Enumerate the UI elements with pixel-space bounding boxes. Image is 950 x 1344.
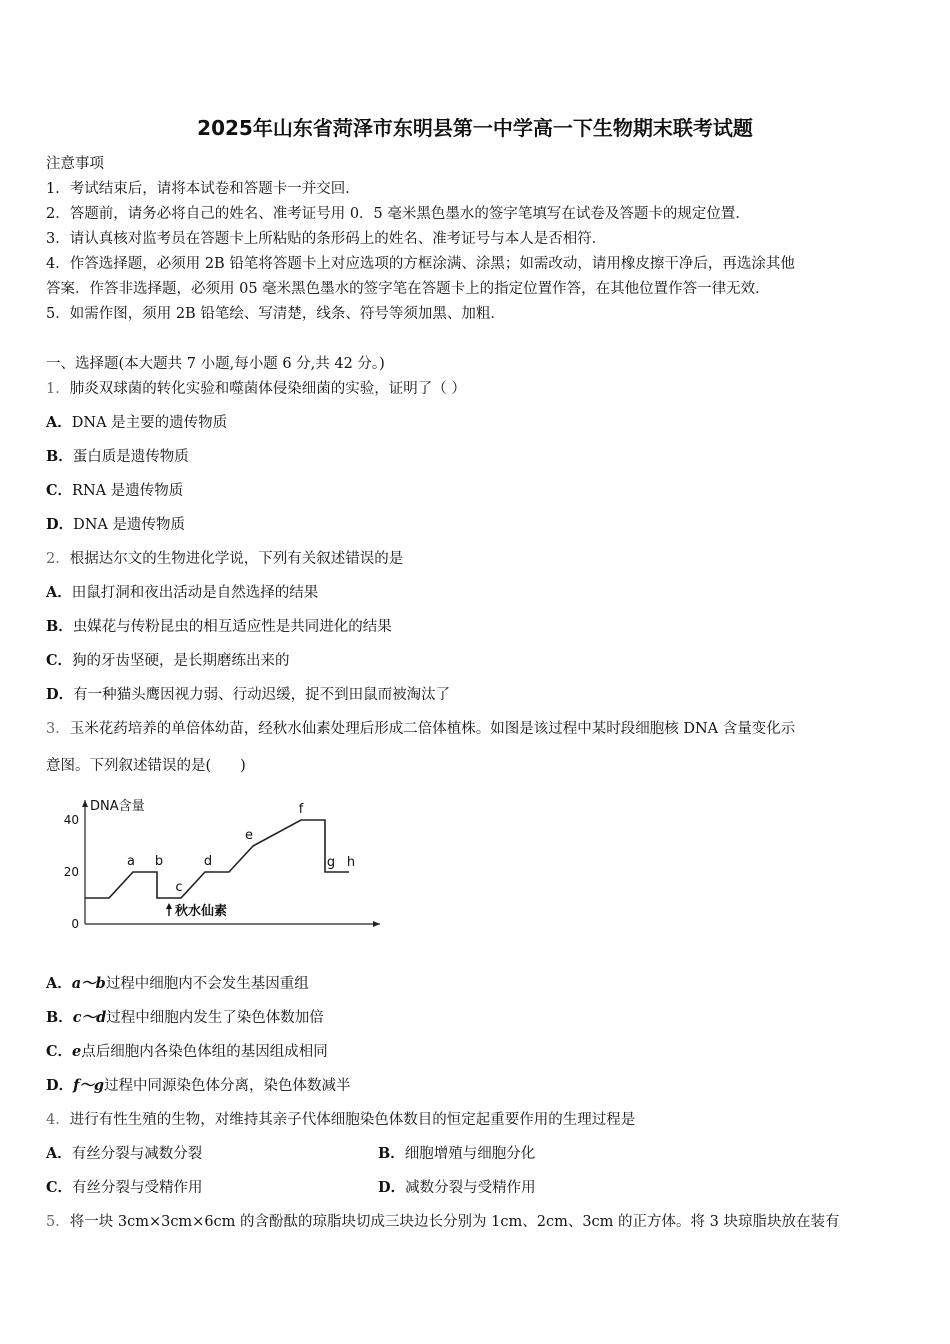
annotation-arrowhead xyxy=(166,903,172,909)
q4-option-b: B．细胞增殖与细胞分化 xyxy=(378,1145,536,1162)
question-stem: 根据达尔文的生物进化学说，下列有关叙述错误的是 xyxy=(69,551,404,567)
notice-item: 5．如需作图，须用 2B 铅笔绘、写清楚，线条、符号等须加黑、加粗． xyxy=(46,306,505,322)
point-label-c: c xyxy=(175,880,183,895)
notice-item: 3．请认真核对监考员在答题卡上所粘贴的条形码上的姓名、准考证号与本人是否相符． xyxy=(46,231,607,247)
question-number: 3． xyxy=(46,721,70,737)
q2-option-c: C．狗的牙齿坚硬，是长期磨练出来的 xyxy=(46,652,290,669)
question-stem: 玉米花药培养的单倍体幼苗，经秋水仙素处理后形成二倍体植株。如图是该过程中某时段细胞核 DNA 含量变化示 xyxy=(69,721,796,737)
point-label-a: a xyxy=(127,854,135,869)
question-number: 1． xyxy=(46,381,70,397)
question-4 xyxy=(46,1108,635,1129)
q1-option-d: D．DNA 是遗传物质 xyxy=(46,516,185,533)
y-axis-arrow xyxy=(82,800,88,807)
y-axis-label: DNA含量 xyxy=(90,799,145,814)
annotation-label: 秋水仙素 xyxy=(175,904,228,919)
question-3 xyxy=(46,717,795,738)
notice-heading: 注意事项 xyxy=(46,156,104,172)
dna-content-chart xyxy=(55,790,395,940)
q1-option-b: B．蛋白质是遗传物质 xyxy=(46,448,189,465)
notice-item: 1．考试结束后，请将本试卷和答题卡一并交回． xyxy=(46,181,360,197)
q3-option-b: B．c～d过程中细胞内发生了染色体数加倍 xyxy=(46,1009,324,1026)
y-tick-label: 40 xyxy=(63,813,79,827)
q2-option-a: A．田鼠打洞和夜出活动是自然选择的结果 xyxy=(46,584,319,601)
point-label-g: g xyxy=(326,855,336,870)
question-number: 5． xyxy=(46,1214,70,1230)
q2-option-d: D．有一种猫头鹰因视力弱、行动迟缓，捉不到田鼠而被淘汰了 xyxy=(46,686,451,703)
point-label-f: f xyxy=(298,802,304,817)
question-number: 4． xyxy=(46,1112,70,1128)
q3-option-c: C．e点后细胞内各染色体组的基因组成相同 xyxy=(46,1043,328,1060)
question-2 xyxy=(46,547,403,568)
point-label-h: h xyxy=(346,855,356,870)
question-number: 2． xyxy=(46,551,70,567)
page-title: 2025年山东省菏泽市东明县第一中学高一下生物期末联考试题 xyxy=(197,116,753,140)
q4-option-a: A．有丝分裂与减数分裂 xyxy=(46,1145,203,1162)
point-label-e: e xyxy=(245,828,253,843)
y-tick-label: 0 xyxy=(71,917,79,931)
q4-option-c: C．有丝分裂与受精作用 xyxy=(46,1179,203,1196)
dna-series-line xyxy=(85,820,349,898)
q3-option-a: A．a～b过程中细胞内不会发生基因重组 xyxy=(46,975,309,992)
question-1 xyxy=(46,377,466,398)
point-label-b: b xyxy=(154,854,164,869)
q1-option-a: A．DNA 是主要的遗传物质 xyxy=(46,414,228,431)
notice-item: 答案．作答非选择题，必须用 05 毫米黑色墨水的签字笔在答题卡上的指定位置作答，在其他位置作答一律无效． xyxy=(46,281,770,297)
point-label-d: d xyxy=(203,854,213,869)
q4-option-d: D．减数分裂与受精作用 xyxy=(378,1179,536,1196)
question-3-cont: 意图。下列叙述错误的是( ) xyxy=(46,758,246,774)
notice-item: 4．作答选择题，必须用 2B 铅笔将答题卡上对应选项的方框涂满、涂黑；如需改动，请用橡皮擦干净后，再选涂其他 xyxy=(46,256,795,272)
question-stem: 将一块 3cm×3cm×6cm 的含酚酞的琼脂块切成三块边长分别为 1cm、2cm、3cm 的正方体。将 3 块琼脂块放在装有 xyxy=(69,1214,840,1230)
q3-option-d: D．f～g过程中同源染色体分离，染色体数减半 xyxy=(46,1077,351,1094)
section-heading: 一、选择题(本大题共 7 小题,每小题 6 分,共 42 分。) xyxy=(46,356,385,372)
q2-option-b: B．虫媒花与传粉昆虫的相互适应性是共同进化的结果 xyxy=(46,618,392,635)
question-5 xyxy=(46,1210,839,1231)
y-tick-label: 20 xyxy=(63,865,79,879)
question-stem: 肺炎双球菌的转化实验和噬菌体侵染细菌的实验，证明了（ ） xyxy=(69,381,466,397)
q1-option-c: C．RNA 是遗传物质 xyxy=(46,482,184,499)
question-stem: 进行有性生殖的生物，对维持其亲子代体细胞染色体数目的恒定起重要作用的生理过程是 xyxy=(69,1112,636,1128)
x-axis-arrow xyxy=(373,921,380,927)
notice-item: 2．答题前，请务必将自己的姓名、准考证号用 0．5 毫米黑色墨水的签字笔填写在试卷及答题卡的规定位置． xyxy=(46,206,750,222)
